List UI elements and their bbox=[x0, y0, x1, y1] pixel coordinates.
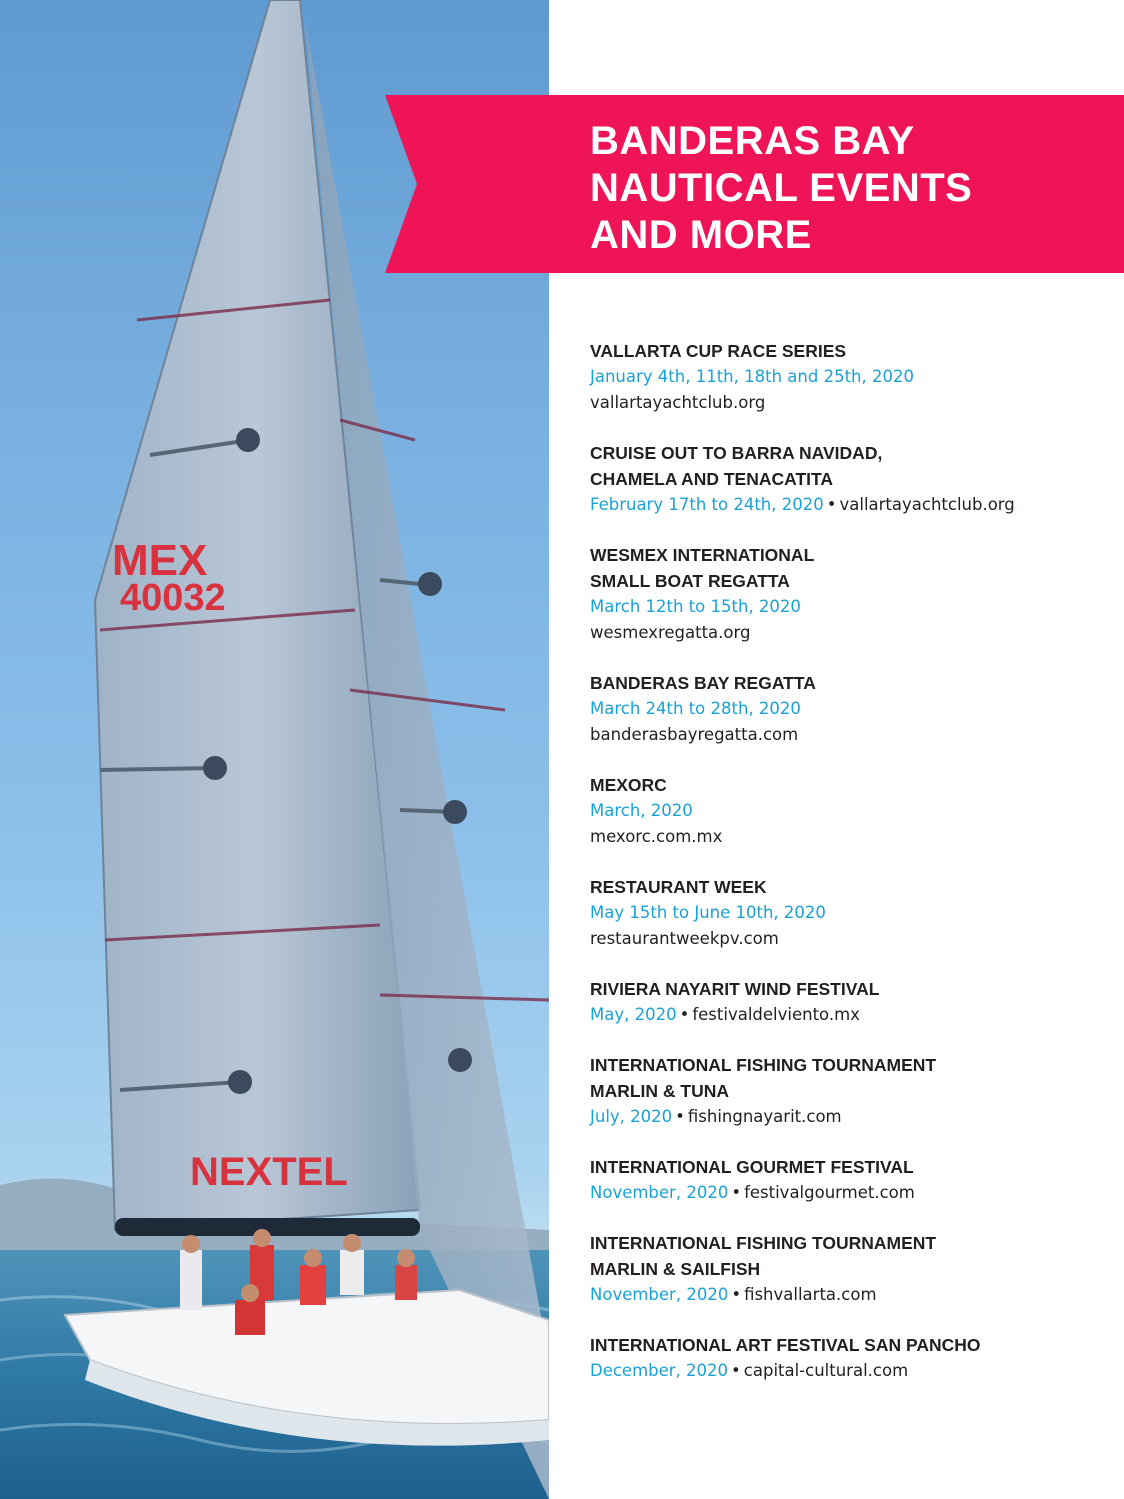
event-date: January 4th, 11th, 18th and 25th, 2020 bbox=[590, 367, 914, 386]
sail-text-nextel: NEXTEL bbox=[190, 1150, 348, 1194]
event-info bbox=[590, 1180, 1110, 1206]
event-name: INTERNATIONAL FISHING TOURNAMENT MARLIN & TUNA bbox=[590, 1055, 937, 1101]
event-website: banderasbayregatta.com bbox=[590, 725, 799, 744]
event-info bbox=[590, 594, 1110, 620]
event-website-line bbox=[590, 824, 1110, 850]
event-website-line bbox=[590, 722, 1110, 748]
event-item bbox=[590, 1154, 1110, 1206]
event-item bbox=[590, 976, 1110, 1028]
event-info bbox=[590, 1282, 1110, 1308]
event-separator: • bbox=[731, 1361, 741, 1380]
sail-text-mex: MEX bbox=[112, 536, 208, 585]
event-info bbox=[590, 696, 1110, 722]
event-name: INTERNATIONAL FISHING TOURNAMENT MARLIN & SAILFISH bbox=[590, 1233, 937, 1279]
event-info bbox=[590, 1104, 1110, 1130]
event-name: MEXORC bbox=[590, 775, 667, 795]
event-website: festivalgourmet.com bbox=[744, 1183, 915, 1202]
event-info bbox=[590, 798, 1110, 824]
event-item bbox=[590, 542, 1110, 646]
event-date: March, 2020 bbox=[590, 801, 693, 820]
event-name: BANDERAS BAY REGATTA bbox=[590, 673, 816, 693]
event-item bbox=[590, 670, 1110, 748]
event-item bbox=[590, 338, 1110, 416]
event-info bbox=[590, 364, 1110, 390]
event-name: WESMEX INTERNATIONAL SMALL BOAT REGATTA bbox=[590, 545, 815, 591]
event-item bbox=[590, 1332, 1110, 1384]
event-date: May 15th to June 10th, 2020 bbox=[590, 903, 826, 922]
event-website: wesmexregatta.org bbox=[590, 623, 751, 642]
event-separator: • bbox=[731, 1183, 742, 1202]
event-website: fishingnayarit.com bbox=[687, 1107, 842, 1126]
event-separator: • bbox=[826, 495, 837, 514]
event-website: vallartayachtclub.org bbox=[839, 495, 1015, 514]
event-name: INTERNATIONAL GOURMET FESTIVAL bbox=[590, 1157, 914, 1177]
event-item bbox=[590, 440, 1110, 518]
event-date: November, 2020 bbox=[590, 1285, 729, 1304]
event-name: RESTAURANT WEEK bbox=[590, 877, 767, 897]
event-website: fishvallarta.com bbox=[744, 1285, 877, 1304]
sail-text-number: 40032 bbox=[120, 577, 226, 619]
event-date: March 12th to 15th, 2020 bbox=[590, 597, 801, 616]
events-list bbox=[590, 338, 1110, 1408]
event-info bbox=[590, 900, 1110, 926]
event-date: March 24th to 28th, 2020 bbox=[590, 699, 801, 718]
event-website-line bbox=[590, 390, 1110, 416]
event-separator: • bbox=[679, 1005, 690, 1024]
event-item bbox=[590, 874, 1110, 952]
event-info bbox=[590, 1358, 1110, 1384]
event-website: mexorc.com.mx bbox=[590, 827, 723, 846]
event-name: CRUISE OUT TO BARRA NAVIDAD, CHAMELA AND TENACATITA bbox=[590, 443, 883, 489]
event-website: vallartayachtclub.org bbox=[590, 393, 766, 412]
event-item bbox=[590, 1230, 1110, 1308]
event-website: capital-cultural.com bbox=[743, 1361, 909, 1380]
event-website-line bbox=[590, 620, 1110, 646]
event-info bbox=[590, 492, 1110, 518]
event-date: July, 2020 bbox=[590, 1107, 673, 1126]
event-item bbox=[590, 772, 1110, 850]
event-date: February 17th to 24th, 2020 bbox=[590, 495, 824, 514]
page-title: BANDERAS BAY NAUTICAL EVENTS AND MORE bbox=[590, 119, 973, 257]
event-date: November, 2020 bbox=[590, 1183, 729, 1202]
event-separator: • bbox=[731, 1285, 742, 1304]
event-website: restaurantweekpv.com bbox=[590, 929, 779, 948]
event-date: December, 2020 bbox=[590, 1361, 729, 1380]
event-separator: • bbox=[675, 1107, 685, 1126]
event-info bbox=[590, 1002, 1110, 1028]
event-item bbox=[590, 1052, 1110, 1130]
event-date: May, 2020 bbox=[590, 1005, 677, 1024]
event-name: VALLARTA CUP RACE SERIES bbox=[590, 341, 847, 361]
event-name: INTERNATIONAL ART FESTIVAL SAN PANCHO bbox=[590, 1335, 981, 1355]
event-website: festivaldelviento.mx bbox=[692, 1005, 860, 1024]
event-name: RIVIERA NAYARIT WIND FESTIVAL bbox=[590, 979, 880, 999]
event-website-line bbox=[590, 926, 1110, 952]
